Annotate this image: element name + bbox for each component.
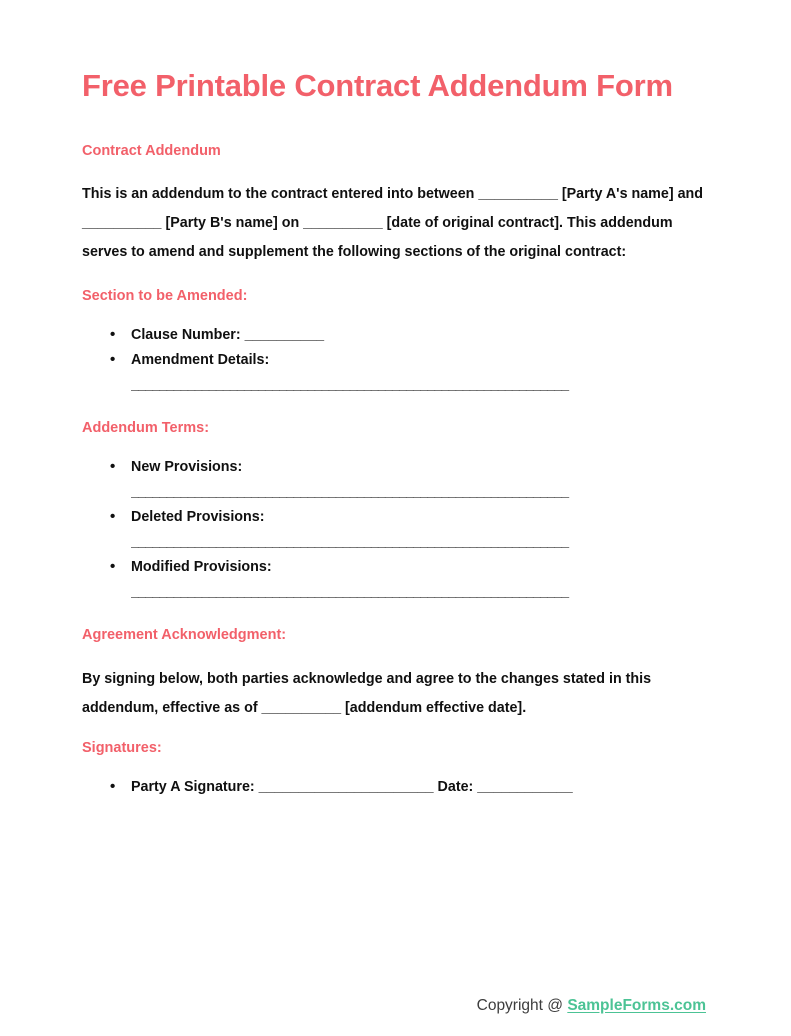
intro-paragraph: This is an addendum to the contract entered into between __________ [Party A's name] and __________ [Party B's name] on __________ [date of original contract]. This addendum serves to amend and supplement the following sections of the original contract: <box>82 186 703 261</box>
spacer <box>82 104 708 142</box>
list-item <box>82 455 708 505</box>
footer-copyright <box>477 997 706 1015</box>
list-item-label: Modified Provisions: <box>131 559 272 576</box>
fill-in-rule: ______________________________________________________________ <box>131 534 569 551</box>
spacer <box>82 267 708 287</box>
spacer <box>82 645 708 665</box>
section-heading-addendum-terms: Addendum Terms: <box>82 420 210 437</box>
list-item-label: Clause Number: __________ <box>131 327 325 344</box>
list-item <box>82 348 708 398</box>
section-heading-contract-addendum: Contract Addendum <box>82 142 221 159</box>
fill-in-rule: ______________________________________________________________ <box>131 584 569 601</box>
amended-list <box>82 323 708 398</box>
sampleforms-link[interactable]: SampleForms.com <box>567 997 706 1014</box>
spacer <box>82 398 708 419</box>
list-item <box>82 775 708 800</box>
document-content <box>82 0 708 800</box>
section-heading-agreement-acknowledgment: Agreement Acknowledgment: <box>82 627 287 644</box>
spacer <box>82 723 708 739</box>
list-item-label: Deleted Provisions: <box>131 509 265 526</box>
fill-in-rule: ______________________________________________________________ <box>131 484 569 501</box>
list-item-label: Amendment Details: <box>131 352 270 369</box>
terms-list <box>82 455 708 605</box>
spacer <box>82 160 708 180</box>
spacer <box>82 306 708 323</box>
list-item-label: New Provisions: <box>131 459 243 476</box>
copyright-label: Copyright @ <box>476 997 568 1014</box>
list-item <box>82 323 708 348</box>
spacer <box>82 758 708 775</box>
section-heading-section-to-be-amended: Section to be Amended: <box>82 288 248 305</box>
list-item <box>82 505 708 555</box>
list-item <box>82 555 708 605</box>
signatures-list <box>82 775 708 800</box>
section-heading-signatures: Signatures: <box>82 740 162 757</box>
spacer <box>82 605 708 626</box>
spacer <box>82 438 708 455</box>
list-item-label: Party A Signature: ______________________ Date: ____________ <box>131 778 573 795</box>
page-title: Free Printable Contract Addendum Form <box>82 68 673 103</box>
acknowledgment-paragraph: By signing below, both parties acknowledge and agree to the changes stated in this addendum, effective as of __________ [addendum effective date]. <box>82 671 652 717</box>
fill-in-rule: ______________________________________________________________ <box>131 377 569 394</box>
